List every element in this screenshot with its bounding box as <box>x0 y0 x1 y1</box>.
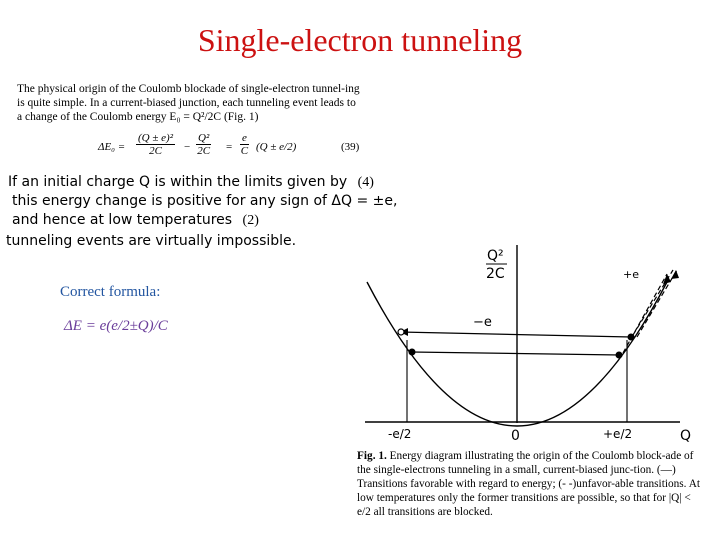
eq-frac2-num: Q² <box>198 132 210 144</box>
label-minus-e: −e <box>473 315 492 330</box>
y-label-bottom: 2C <box>486 266 505 282</box>
eq-frac3-num: e <box>242 132 247 144</box>
scan-line-1-ref: (4) <box>357 175 374 190</box>
eq-paren: (Q ± e/2) <box>256 141 297 153</box>
figure-caption <box>357 449 702 519</box>
transition-dashed-1 <box>623 274 667 353</box>
point-right-lower <box>616 352 623 359</box>
eq-fraction-3 <box>240 132 249 157</box>
point-left-lower <box>409 349 416 356</box>
formula-label: Correct formula: <box>60 284 161 300</box>
eq-frac1-den: 2C <box>149 145 162 157</box>
y-label-top: Q² <box>487 248 504 264</box>
corrected-formula: ΔE = e(e/2±Q)/C <box>64 318 168 334</box>
eq-frac3-den: C <box>240 145 249 157</box>
eq-minus: − <box>184 141 191 153</box>
scan-line-2: this energy change is positive for any sign of ΔQ = ±e, <box>12 193 398 209</box>
eq-frac1-num: (Q ± e)² <box>138 132 173 144</box>
scan-line-3-text: and hence at low temperatures <box>12 212 233 228</box>
scan-line-1-text: If an initial charge Q is within the limits given by <box>8 174 348 190</box>
transition-solid-1 <box>400 332 631 337</box>
eq-equals: = <box>226 141 233 153</box>
eq-frac2-den: 2C <box>197 145 211 157</box>
scan-line-4: tunneling events are virtually impossible. <box>6 233 297 249</box>
point-left-upper <box>398 329 404 335</box>
tick-zero-label: 0 <box>511 428 520 444</box>
eq-lhs: ΔE₀ = <box>98 141 126 153</box>
scan-paragraph: The physical origin of the Coulomb blockade of single-electron tunnel-ing is quite simple. In a current-biased junction, each tunneling event leads to a change of the Coulomb energy E₀ = Q²/2C (Fig. 1) <box>17 83 360 123</box>
eq-number: (39) <box>341 141 360 153</box>
tick-pos-label: +e/2 <box>603 427 633 441</box>
eq-fraction-1 <box>136 132 175 157</box>
scan-line-3-ref: (2) <box>242 213 259 228</box>
caption-lead: Fig. 1. <box>357 450 387 462</box>
tick-neg-label: -e/2 <box>388 427 412 441</box>
eq-fraction-2 <box>196 132 211 157</box>
slide-title: Single-electron tunneling <box>197 22 523 58</box>
transition-solid-2 <box>411 352 620 355</box>
scan-line-3 <box>12 212 259 229</box>
x-axis-label: Q <box>680 428 692 444</box>
scan-line-1 <box>8 174 374 191</box>
point-right-upper <box>628 334 635 341</box>
label-plus-e: +e <box>623 268 639 281</box>
caption-text: Energy diagram illustrating the origin of the Coulomb block-ade of the single-electrons tunneling in a small, current-biased junc-tion. (—) Transitions favorable with regard to energy; (- -)unfavor-able transitions. At low temperatures only the former transitions are possible, so that for |Q| < e/2 all transitions are blocked. <box>357 450 700 518</box>
transition-dashed-3 <box>637 270 677 337</box>
energy-equation <box>98 132 368 164</box>
energy-diagram <box>355 240 715 450</box>
